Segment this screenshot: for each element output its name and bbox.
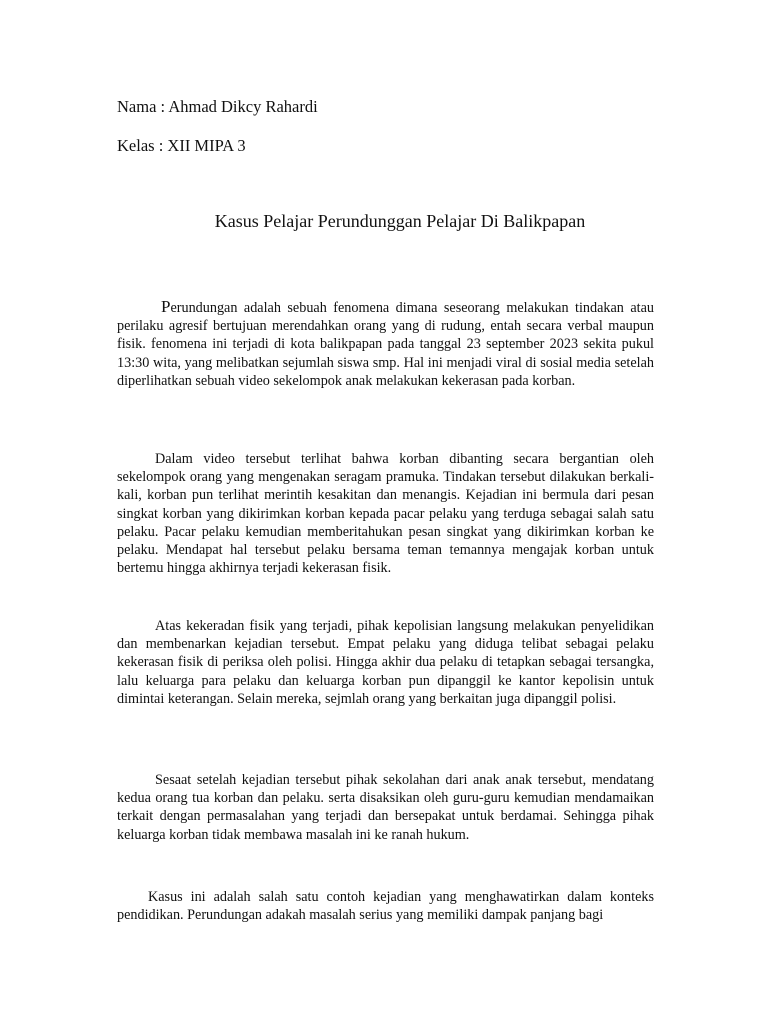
paragraph-2 [117,450,654,577]
student-name-line: Nama : Ahmad Dikcy Rahardi [117,97,318,116]
paragraph-5 [117,888,654,924]
paragraph-1 [117,298,654,390]
paragraph-4-text: Sesaat setelah kejadian tersebut pihak sekolahan dari anak anak tersebut, mendatang kedua orang tua korban dan pelaku. serta disaksikan oleh guru-guru kemudian mendamaikan terkait dengan permasalahan yang terjadi dan bersepakat untuk berdamai. Sehingga pihak keluarga korban tidak membawa masalah ini ke ranah hukum. [117,772,654,843]
paragraph-1-first-letter: P [161,297,171,316]
paragraph-4 [117,771,654,844]
paragraph-3 [117,617,654,708]
document-title: Kasus Pelajar Perundunggan Pelajar Di Balikpapan [214,211,586,231]
paragraph-2-text: Dalam video tersebut terlihat bahwa korban dibanting secara bergantian oleh sekelompok orang yang mengenakan seragam pramuka. Tindakan tersebut dilakukan berkali-kali, korban pun terlihat merintih kesakitan dan menangis. Kejadian ini bermula dari pesan singkat korban yang dikirimkan korban kepada pacar pelaku yang terduga sebagai salah satu pelaku. Pacar pelaku kemudian memberitahukan pesan singkat yang dikirimkan korban ke pelaku. Mendapat hal tersebut pelaku bersama teman temannya mengajak korban untuk bertemu hingga akhirnya terjadi kekerasan fisik. [117,451,654,577]
paragraph-5-text: Kasus ini adalah salah satu contoh kejadian yang menghawatirkan dalam konteks pendidikan. Perundungan adakah masalah serius yang memiliki dampak panjang bagi [117,889,654,924]
paragraph-1-text: erundungan adalah sebuah fenomena dimana seseorang melakukan tindakan atau perilaku agresif bertujuan merendahkan orang yang di rudung, entah secara verbal maupun fisik. fenomena ini terjadi di kota balikpapan pada tanggal 23 september 2023 sekita pukul 13:30 wita, yang melibatkan sejumlah siswa smp. Hal ini menjadi viral di sosial media setelah diperlihatkan sebuah video sekelompok anak melakukan kekerasan pada korban. [117,300,654,389]
paragraph-3-text: Atas kekeradan fisik yang terjadi, pihak kepolisian langsung melakukan penyelidikan dan membenarkan kejadian tersebut. Empat pelaku yang diduga telibat sebagai pelaku kekerasan fisik di periksa oleh polisi. Hingga akhir dua pelaku di tetapkan sebagai tersangka, lalu keluarga para pelaku dan keluarga korban pun dipanggil ke kantor kepolisin untuk dimintai keterangan. Selain mereka, sejmlah orang yang berkaitan juga dipanggil polisi. [117,618,654,707]
student-class-line: Kelas : XII MIPA 3 [117,136,246,155]
